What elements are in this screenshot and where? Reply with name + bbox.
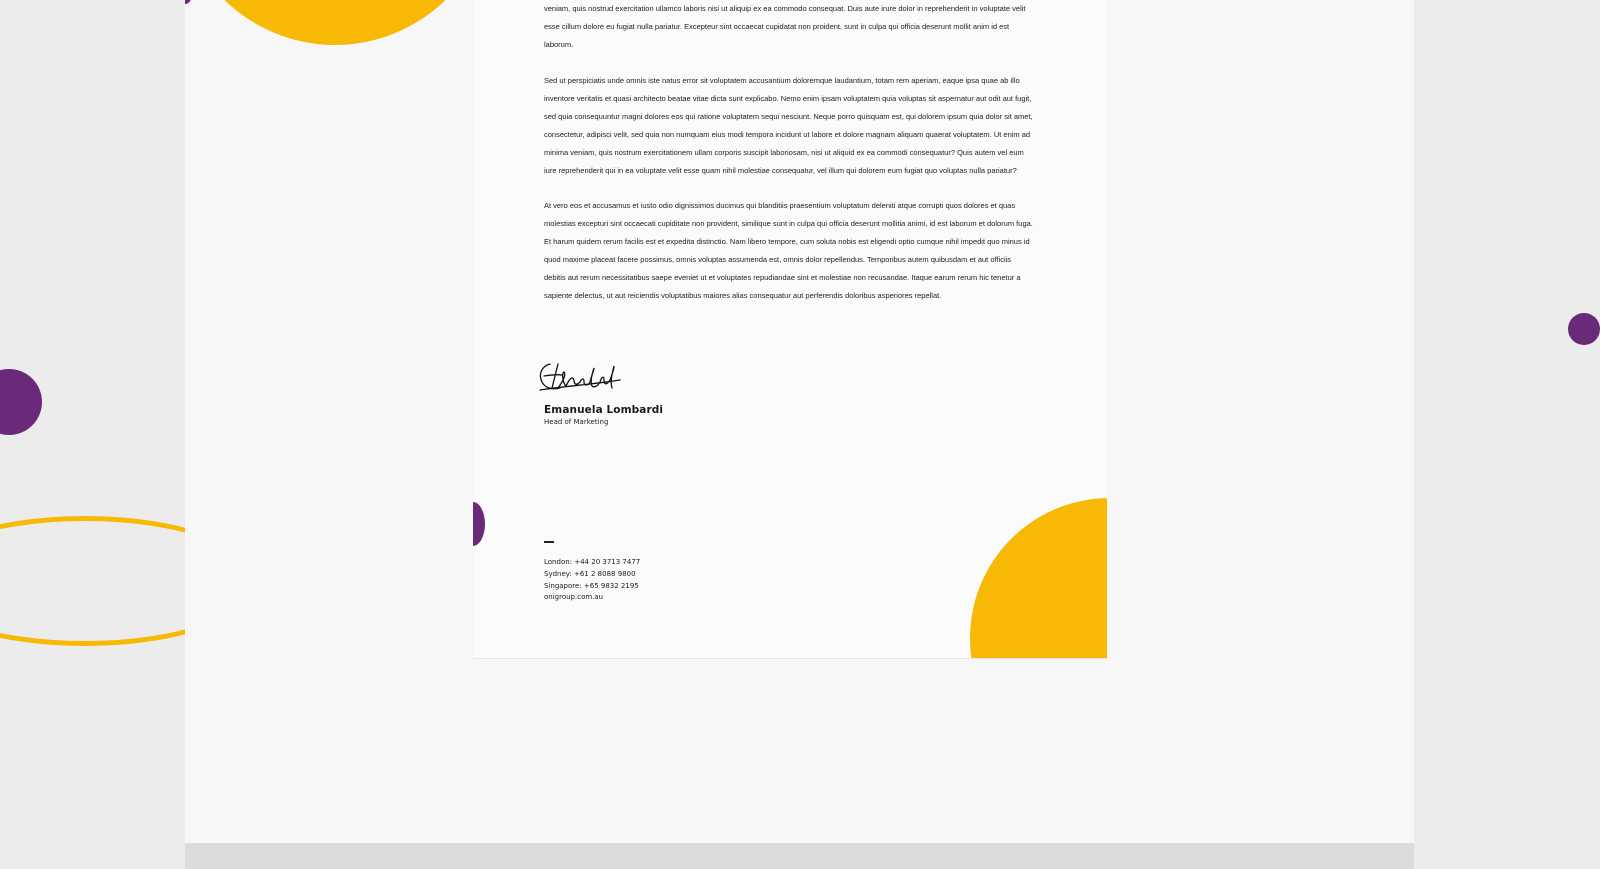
paragraph: Sed ut perspiciatis unde omnis iste natus error sit voluptatem accusantium doloremque laudantium, totam rem aperiam, eaque ipsa quae ab illo inventore veritatis et quasi architecto beatae vitae dicta sunt explicabo. Nemo enim ipsam voluptatem quia voluptas sit aspernatur aut odit aut fugit, sed quia consequuntur magni dolores eos qui ratione voluptatem sequi nesciunt. Neque porro quisquam est, qui dolorem ipsum quia dolor sit amet, consectetur, adipisci velit, sed quia non numquam eius modi tempora incidunt ut labore et dolore magnam aliquam quaerat voluptatem. Ut enim ad minima veniam, quis nostrum exercitationem ullam corporis suscipit laboriosam, nisi ut aliquid ex ea commodi consequatur? Quis autem vel eum iure reprehenderit qui in ea voluptate velit esse quam nihil molestiae consequatur, vel illum qui dolorem eum fugiat quo voluptas nulla pariatur? bbox=[544, 75, 1033, 175]
contact-singapore: Singapore: +65 9832 2195 bbox=[544, 581, 639, 590]
contact-london: London: +44 20 3713 7477 bbox=[544, 558, 641, 566]
purple-half-circle-letter-decoration bbox=[473, 502, 485, 546]
signature-graphic bbox=[536, 360, 626, 401]
letter-body bbox=[544, 0, 1034, 323]
yellow-arc-top-decoration bbox=[185, 0, 495, 45]
signer-name: Emanuela Lombardi bbox=[544, 404, 664, 416]
bottom-strip bbox=[185, 843, 1414, 869]
purple-half-circle-decoration bbox=[0, 369, 42, 435]
purple-dot-top-decoration bbox=[185, 0, 191, 4]
contact-website: onigroup.com.au bbox=[544, 593, 604, 602]
paragraph: veniam, quis nostrud exercitation ullamco laboris nisi ut aliquip ex ea commodo consequat. Duis aute irure dolor in reprehenderit in voluptate velit esse cillum dolore eu fugiat nulla pariatur. Excepteur sint occaecat cupidatat non proident, sunt in culpa qui officia deserunt mollit anim id est laborum. bbox=[544, 4, 1026, 49]
contact-sydney: Sydney: +61 2 8088 9800 bbox=[544, 569, 636, 578]
paragraph: At vero eos et accusamus et iusto odio dignissimos ducimus qui blanditiis praesentium voluptatum deleniti atque corrupti quos dolores et quas molestias excepturi sint occaecati cupiditate non provident, similique sunt in culpa qui officia deserunt mollitia animi, id est laborum et dolorum fuga. Et harum quidem rerum facilis est et expedita distinctio. Nam libero tempore, cum soluta nobis est eligendi optio cumque nihil impedit quo minus id quod maxime placeat facere possimus, omnis voluptas assumenda est, omnis dolor repellendus. Temporibus autem quibusdam et aut officiis debitis aut rerum necessitatibus saepe eveniet ut et voluptates repudiandae sint et molestiae non recusandae. Itaque earum rerum hic tenetur a sapiente delectus, ut aut reiciendis voluptatibus maiores alias consequatur aut perferendis doloribus asperiores repellat. bbox=[544, 201, 1033, 300]
letter-page bbox=[473, 0, 1107, 659]
signer-role: Head of Marketing bbox=[544, 418, 609, 426]
divider bbox=[544, 541, 554, 543]
purple-circle-decoration bbox=[1568, 313, 1600, 345]
yellow-circle-letter-decoration bbox=[970, 498, 1107, 659]
contact-block bbox=[544, 557, 640, 604]
